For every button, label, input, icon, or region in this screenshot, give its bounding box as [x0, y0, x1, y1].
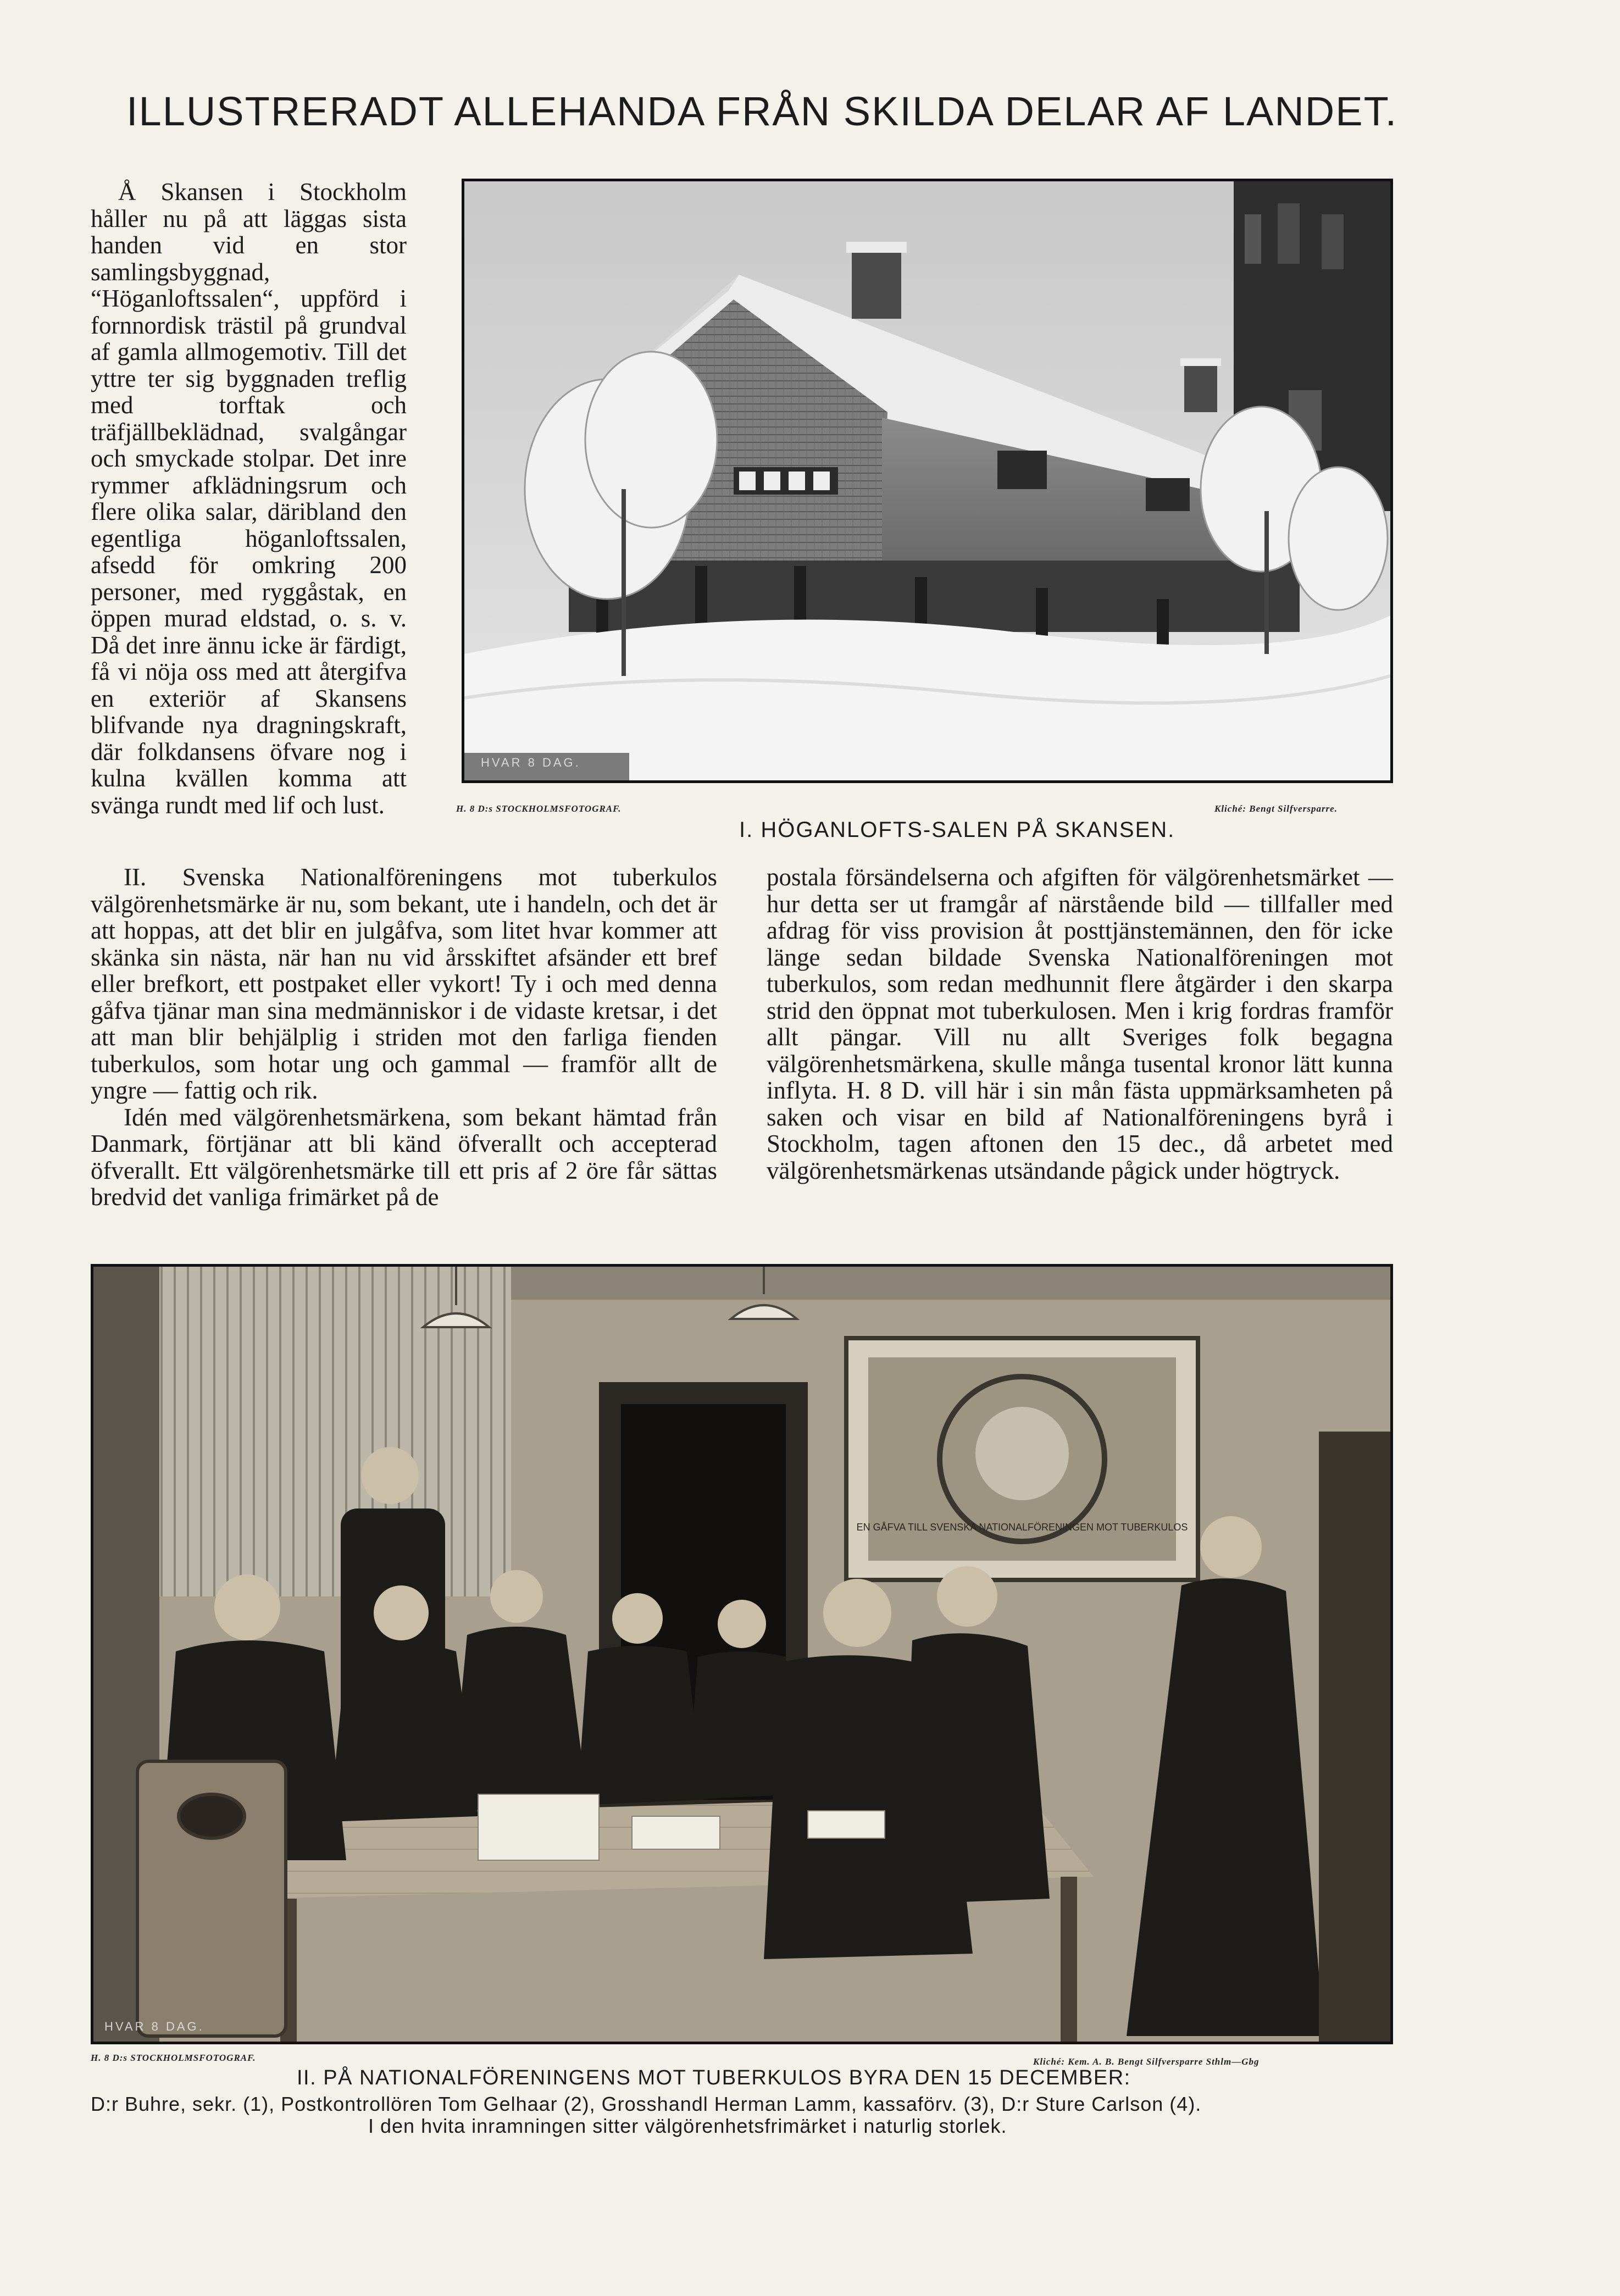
- page-headline: ILLUSTRERADT ALLEHANDA FRÅN SKILDA DELAR AF LANDET.: [126, 88, 1398, 134]
- photo1-credit-left: H. 8 D:s STOCKHOLMSFOTOGRAF.: [456, 803, 622, 814]
- photo2-caption-line2: D:r Buhre, sekr. (1), Postkontrollören Tom Gelhaar (2), Grosshandl Herman Lamm, kassaförv. (3), D:r Sture Carlson (4).: [91, 2093, 1202, 2115]
- stamp-text: EN GÅFVA TILL SVENSKA NATIONALFÖRENINGEN MOT TUBERKULOS: [856, 1522, 1188, 1533]
- section2-right-column: [767, 864, 1393, 1184]
- photo-hoganlofts-salen: [462, 179, 1393, 783]
- photo1-watermark: HVAR 8 DAG.: [481, 756, 581, 769]
- photo-nationalforeningens-byra: [91, 1264, 1393, 2044]
- photo2-caption-line1: II. PÅ NATIONALFÖRENINGENS MOT TUBERKULOS BYRA DEN 15 DECEMBER:: [297, 2066, 1131, 2089]
- section1-paragraph: Å Skansen i Stockholm håller nu på att läggas sista handen vid en stor samlingsbyggnad, “Höganloftssalen“, uppförd i fornnordisk trästil på grundval af gamla allmogemotiv. Till det yttre ter sig byggnaden treflig med torftak och träfjällbeklädnad, svalgångar och smyckade stolpar. Det inre rymmer afklädningsrum och flere olika salar, däribland den egentliga höganloftssalen, afsedd för omkring 200 personer, med ryggåstak, en öppen murad eldstad, o. s. v. Då det inre ännu icke är färdigt, få vi nöja oss med att återgifva en exteriör af Skansens blifvande nya dragningskraft, där folkdansens öfvare nog i kulna kvällen komma att svänga rundt med lif och lust.: [91, 178, 407, 819]
- office-illustration: [93, 1267, 1390, 2042]
- photo1-caption: I. HÖGANLOFTS-SALEN PÅ SKANSEN.: [739, 818, 1175, 842]
- section2-left-column: [91, 864, 717, 1211]
- photo2-credit-right: Kliché: Kem. A. B. Bengt Silfversparre Sthlm—Gbg: [1033, 2056, 1260, 2067]
- section2-left-paragraph-1: II. Svenska Nationalföreningens mot tuberkulos välgörenhetsmärke är nu, som bekant, ute i handeln, och det är att hoppas, att det blir en julgåfva, som litet hvar kommer att skänka sin nästa, när han nu vid årsskiftet afsänder ett bref eller brefkort, ett postpaket eller vykort! Ty i och med denna gåfva tjänar man sina medmänniskor i de vidaste kretsar, i det att man blir behjälplig i striden mot den farliga fienden tuberkulos, som hotar ung och gammal — framför allt de yngre — fattig och rik.: [91, 863, 717, 1104]
- hall-illustration: [464, 181, 1390, 780]
- section1-text: [91, 179, 407, 818]
- photo2-caption-line3: I den hvita inramningen sitter välgörenhetsfrimärket i naturlig storlek.: [368, 2115, 1007, 2137]
- photo1-credit-right: Kliché: Bengt Silfversparre.: [1214, 803, 1338, 814]
- photo2-watermark: HVAR 8 DAG.: [104, 2020, 204, 2033]
- photo2-credit-left: H. 8 D:s STOCKHOLMSFOTOGRAF.: [91, 2053, 256, 2063]
- section2-right-paragraph-1: postala försändelserna och afgiften för välgörenhetsmärket — hur detta ser ut framgår af närstående bild — tillfaller med afdrag för viss provision åt posttjänstemännen, den för icke länge sedan bildade Svenska Nationalföreningen mot tuberkulos, som redan medhunnit flere åtgärder i den skarpa strid den öppnat mot tuberkulosen. Men i krig fordras framför allt pängar. Vill nu allt Sveriges folk begagna välgörenhetsmärkena, skulle många tusental kronor lätt kunna inflyta. H. 8 D. vill här i sin mån fästa uppmärksamheten på saken och visar en bild af Nationalföreningens byrå i Stockholm, tagen aftonen den 15 dec., då arbetet med välgörenhetsmärkenas utsändande pågick under högtryck.: [767, 863, 1393, 1184]
- section2-left-paragraph-2: Idén med välgörenhetsmärkena, som bekant hämtad från Danmark, förtjänar att bli känd öfverallt och accepterad öfverallt. Ett välgörenhetsmärke till ett pris af 2 öre får sättas bredvid det vanliga frimärket på de: [91, 1103, 717, 1211]
